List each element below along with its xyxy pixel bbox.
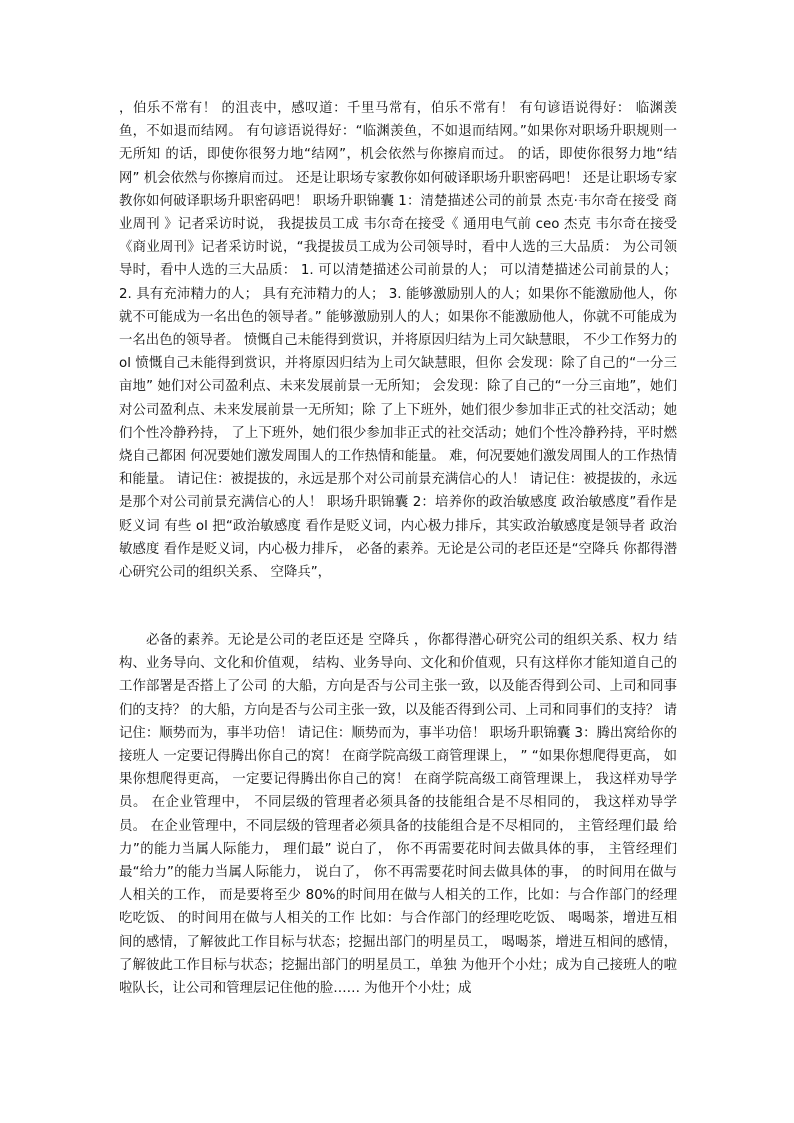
body-paragraph-2: 必备的素养。无论是公司的老臣还是 空降兵 ，你都得潜心研究公司的组织关系、权力 结构、业务导向、文化和价值观， 结构、业务导向、文化和价值观，只有这样你才能知道自己的工作部署是否搭上了公司 的大船，方向是否与公司主张一致，以及能否得到公司、上司和同事们的支持？ 的大船，方向是否与公司主张一致，以及能否得到公司、上司和同事们的支持？ 请记住：顺势而为，事半功倍！ 请记住：顺势而为，事半功倍！ 职场升职锦囊 3：腾出窝给你的接班人 一定要记得腾出你自己的窝！ 在商学院高级工商管理课上， ” “如果你想爬得更高， 如果你想爬得更高， 一定要记得腾出你自己的窝！ 在商学院高级工商管理课上， 我这样劝导学员。 在企业管理中， 不同层级的管理者必须具备的技能组合是不尽相同的， 我这样劝导学员。 在企业管理中，不同层级的管理者必须具备的技能组合是不尽相同的， 主管经理们最 给力”的能力当属人际能力， 理们最” 说白了， 你不再需要花时间去做具体的事， 主管经理们最“给力”的能力当属人际能力， 说白了， 你不再需要花时间去做具体的事， 的时间用在做与人相关的工作， 而是要将至少 80%的时间用在做与人相关的工作，比如：与合作部门的经理吃吃饭、 的时间用在做与人相关的工作 比如：与合作部门的经理吃吃饭、 喝喝茶，增进互相间的感情，了解彼此工作目标与状态；挖掘出部门的明星员工， 喝喝茶，增进互相间的感情，了解彼此工作目标与状态；挖掘出部门的明星员工，单独 为他开个小灶；成为自己接班人的啦啦队长，让公司和管理层记住他的脸…… 为他开个小灶；成	[119, 633, 677, 997]
body-paragraph-1: ，伯乐不常有！ 的沮丧中，感叹道：千里马常有，伯乐不常有！ 有句谚语说得好： 临渊羡鱼，不如退而结网。 有句谚语说得好：“临渊羡鱼，不如退而结网。”如果你对职场升职规则一无所知 的话，即使你很努力地“结网”，机会依然与你擦肩而过。 的话，即使你很努力地“结网” 机会依然与你擦肩而过。 还是让职场专家教你如何破译职场升职密码吧！ 还是让职场专家教你如何破译职场升职密码吧！ 职场升职锦囊 1：清楚描述公司的前景 杰克·韦尔奇在接受 商业周刊 》记者采访时说， 我提拔员工成 韦尔奇在接受《 通用电气前 ceo 杰克 韦尔奇在接受《商业周刊》记者采访时说，“我提拔员工成为公司领导时，看中人选的三大品质： 为公司领导时，看中人选的三大品质： 1. 可以清楚描述公司前景的人； 可以清楚描述公司前景的人； 2. 具有充沛精力的人； 具有充沛精力的人； 3. 能够激励别人的人；如果你不能激励他人，你就不可能成为一名出色的领导者。” 能够激励别人的人；如果你不能激励他人，你就不可能成为一名出色的领导者。 愤慨自己未能得到赏识，并将原因归结为上司欠缺慧眼， 不少工作努力的 ol 愤慨自己未能得到赏识，并将原因归结为上司欠缺慧眼，但你 会发现：除了自己的“一分三亩地” 她们对公司盈利点、未来发展前景一无所知； 会发现：除了自己的“一分三亩地”，她们对公司盈利点、未来发展前景一无所知；除 了上下班外，她们很少参加非正式的社交活动；她们个性冷静矜持， 了上下班外，她们很少参加非正式的社交活动；她们个性冷静矜持，平时燃烧自己都困 何况要她们激发周围人的工作热情和能量。 难，何况要她们激发周围人的工作热情和能量。 请记住：被提拔的，永远是那个对公司前景充满信心的人！ 请记住：被提拔的，永远是那个对公司前景充满信心的人！ 职场升职锦囊 2：培养你的政治敏感度 政治敏感度”看作是贬义词 有些 ol 把“政治敏感度 看作是贬义词，内心极力排斥，其实政治敏感度是领导者 政治敏感度 看作是贬义词，内心极力排斥， 必备的素养。无论是公司的老臣还是“空降兵 你都得潜心研究公司的组织关系、 空降兵”，	[119, 101, 677, 581]
